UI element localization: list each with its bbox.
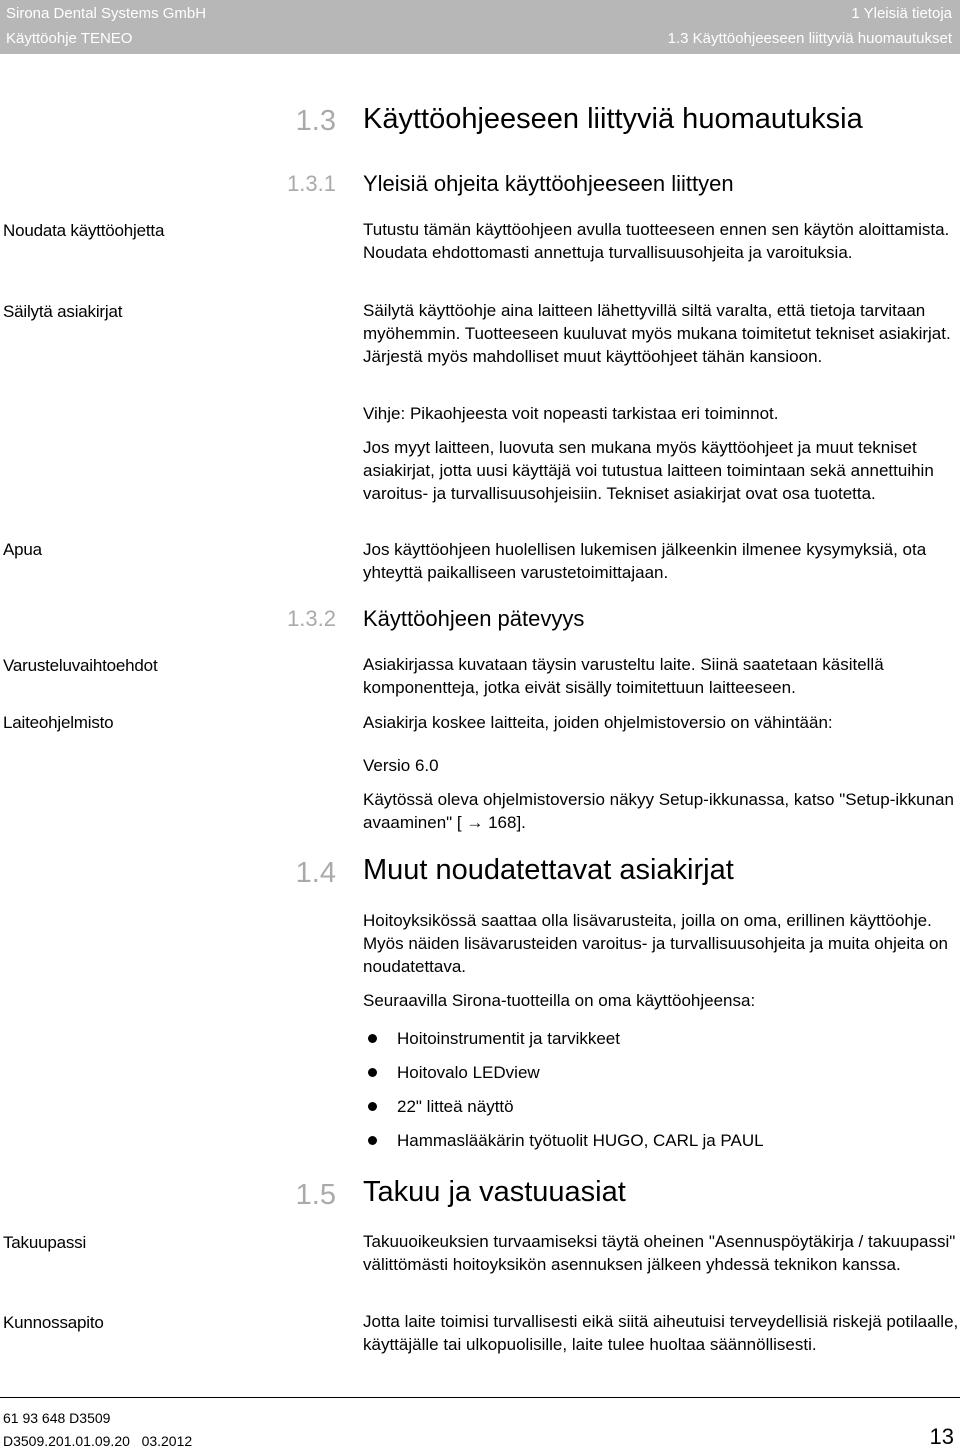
page-number: 13 bbox=[929, 1424, 954, 1449]
bullet-icon bbox=[368, 1136, 377, 1145]
header-company: Sirona Dental Systems GmbH bbox=[6, 5, 207, 22]
section-title-1-5: Takuu ja vastuuasiat bbox=[363, 1176, 626, 1208]
paragraph-sailyta: Säilytä käyttöohje aina laitteen lähettyvillä siltä varalta, että tietoja tarvitaan myöhemmin. Tuotteeseen kuuluvat myös mukana toimitetut tekniset asiakirjat. Järjestä myös mahdolliset muut käyttöohjeet tähän kansioon. bbox=[363, 301, 951, 366]
side-label-takuupassi: Takuupassi bbox=[3, 1233, 87, 1252]
bullet-icon bbox=[368, 1102, 377, 1111]
page-header bbox=[0, 0, 960, 54]
side-label-apua: Apua bbox=[3, 540, 42, 559]
side-label-kunnossapito: Kunnossapito bbox=[3, 1313, 104, 1332]
side-label-sailyta: Säilytä asiakirjat bbox=[3, 302, 123, 321]
list-item: 22" litteä näyttö bbox=[363, 1095, 764, 1129]
section-number-1-4: 1.4 bbox=[295, 857, 336, 889]
section-title-1-3-2: Käyttöohjeen pätevyys bbox=[363, 606, 585, 631]
footer-doc-number: 61 93 648 D3509 bbox=[3, 1410, 111, 1426]
tip-label: Vihje: bbox=[363, 404, 406, 423]
footer-date: 03.2012 bbox=[141, 1433, 193, 1449]
paragraph-ohjelmisto: Asiakirja koskee laitteita, joiden ohjelmistoversio on vähintään: bbox=[363, 713, 833, 732]
footer-doc-code: D3509.201.01.09.20 bbox=[3, 1433, 130, 1449]
section-number-1-3-1: 1.3.1 bbox=[287, 171, 336, 196]
section-number-1-3: 1.3 bbox=[295, 105, 336, 137]
section-number-1-3-2: 1.3.2 bbox=[287, 606, 336, 631]
tip-note bbox=[363, 402, 959, 425]
header-chapter: 1 Yleisiä tietoja bbox=[851, 5, 952, 22]
list-item: Hoitoinstrumentit ja tarvikkeet bbox=[363, 1027, 764, 1061]
paragraph-myynti: Jos myyt laitteen, luovuta sen mukana myös käyttöohjeet ja muut tekniset asiakirjat, jotta uusi käyttäjä voi tutustua laitteen toimintaan sekä annettuihin varoitus- ja turvallisuusohjeisiin. Tekniset asiakirjat ovat osa tuotetta. bbox=[363, 438, 934, 503]
list-item: Hoitovalo LEDview bbox=[363, 1061, 764, 1095]
list-item: Hammaslääkärin työtuolit HUGO, CARL ja PAUL bbox=[363, 1129, 764, 1163]
tip-text: Pikaohjeesta voit nopeasti tarkistaa eri toiminnot. bbox=[409, 404, 779, 423]
bullet-icon bbox=[368, 1034, 377, 1043]
section-title-1-4: Muut noudatettavat asiakirjat bbox=[363, 854, 734, 886]
footer-doc-code-date bbox=[3, 1433, 192, 1450]
side-label-laiteohjelmisto: Laiteohjelmisto bbox=[3, 713, 114, 732]
section-title-1-3-1: Yleisiä ohjeita käyttöohjeeseen liittyen bbox=[363, 171, 734, 196]
software-version: Versio 6.0 bbox=[363, 756, 439, 775]
paragraph-noudata: Tutustu tämän käyttöohjeen avulla tuotteeseen ennen sen käytön aloittamista. Noudata ehdottomasti annettuja turvallisuusohjeita ja varoituksia. bbox=[363, 220, 950, 262]
header-manual: Käyttöohje TENEO bbox=[6, 30, 133, 47]
section-title-1-3: Käyttöohjeeseen liittyviä huomautuksia bbox=[363, 103, 863, 135]
footer-divider bbox=[0, 1397, 960, 1398]
paragraph-takuupassi: Takuuoikeuksien turvaamiseksi täytä oheinen "Asennuspöytäkirja / takuupassi" välittömästi hoitoyksikön asennuksen jälkeen yhdessä teknikon kanssa. bbox=[363, 1232, 956, 1274]
paragraph-sirona-tuotteet: Seuraavilla Sirona-tuotteilla on oma käyttöohjeensa: bbox=[363, 991, 756, 1010]
side-label-noudata: Noudata käyttöohjetta bbox=[3, 221, 165, 240]
paragraph-varustelu: Asiakirjassa kuvataan täysin varusteltu laite. Siinä saatetaan käsitellä komponentteja, jotka eivät sisälly toimitettuun laitteeseen. bbox=[363, 655, 884, 697]
paragraph-lisavarusteet: Hoitoyksikössä saattaa olla lisävarusteita, joilla on oma, erillinen käyttöohje. Myös näiden lisävarusteiden varoitus- ja turvallisuusohjeita ja muita ohjeita on noudatettava. bbox=[363, 911, 948, 976]
section-number-1-5: 1.5 bbox=[295, 1179, 336, 1211]
header-section: 1.3 Käyttöohjeeseen liittyviä huomautukset bbox=[667, 30, 952, 47]
bullet-icon bbox=[368, 1068, 377, 1077]
product-list bbox=[363, 1027, 764, 1163]
paragraph-setup: Käytössä oleva ohjelmistoversio näkyy Setup-ikkunassa, katso "Setup-ikkunan avaaminen" [ → 168]. bbox=[363, 790, 954, 832]
paragraph-apua: Jos käyttöohjeen huolellisen lukemisen jälkeenkin ilmenee kysymyksiä, ota yhteyttä paikalliseen varustetoimittajaan. bbox=[363, 540, 927, 582]
side-label-varusteluvaihtoehdot: Varusteluvaihtoehdot bbox=[3, 656, 158, 675]
paragraph-kunnossapito: Jotta laite toimisi turvallisesti eikä siitä aiheutuisi terveydellisiä riskejä potilaalle, käyttäjälle tai ulkopuolisille, laite tulee huoltaa säännöllisesti. bbox=[363, 1312, 959, 1354]
